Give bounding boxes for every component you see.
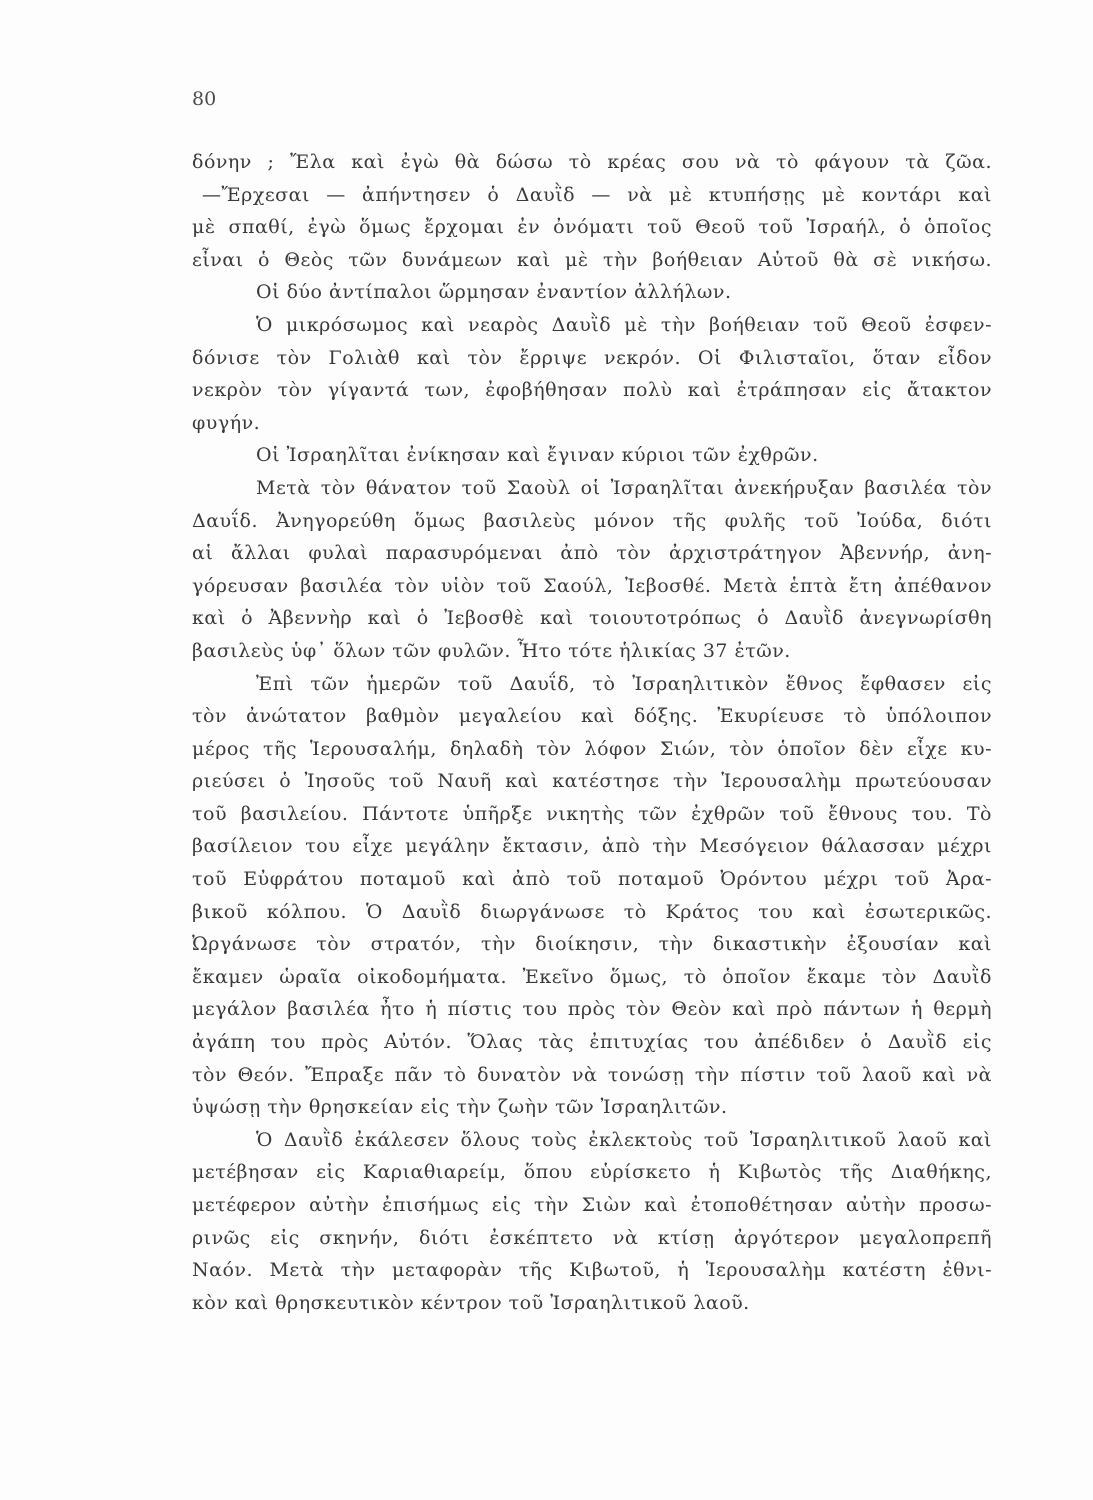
text-line: βασιλεὺς ὑφ᾽ ὅλων τῶν φυλῶν. Ἦτο τότε ἡλικίας 37 ἐτῶν. bbox=[192, 639, 791, 662]
text-line: μεγάλον βασιλέα ἦτο ἡ πίστις του πρὸς τὸν Θεὸν καὶ πρὸ πάντων ἡ θερμὴ bbox=[192, 998, 992, 1021]
body-text bbox=[192, 146, 992, 1319]
text-line: τοῦ βασιλείου. Πάντοτε ὑπῆρξε νικητὴς τῶν ἐχθρῶν τοῦ ἔθνους του. Τὸ bbox=[192, 802, 992, 825]
text-line: νεκρὸν τὸν γίγαντά των, ἐφοβήθησαν πολὺ καὶ ἐτράπησαν εἰς ἄτακτον bbox=[192, 379, 992, 402]
text-line: βασίλειον του εἶχε μεγάλην ἔκτασιν, ἀπὸ τὴν Μεσόγειον θάλασσαν μέχρι bbox=[192, 835, 992, 858]
text-line: μετέβησαν εἰς Καριαθιαρείμ, ὅπου εὑρίσκετο ἡ Κιβωτὸς τῆς Διαθήκης, bbox=[192, 1161, 992, 1184]
text-line: Οἱ δύο ἀντίπαλοι ὥρμησαν ἐναντίον ἀλλήλων. bbox=[256, 281, 732, 304]
text-line: —Ἔρχεσαι — ἀπήντησεν ὁ Δαυῒδ — νὰ μὲ κτυπήσῃς μὲ κοντάρι καὶ bbox=[202, 183, 992, 206]
text-line: Οἱ Ἰσραηλῖται ἐνίκησαν καὶ ἔγιναν κύριοι τῶν ἐχθρῶν. bbox=[256, 444, 819, 467]
text-line: ρινῶς εἰς σκηνήν, διότι ἐσκέπτετο νὰ κτίσῃ ἀργότερον μεγαλοπρεπῆ bbox=[192, 1226, 992, 1249]
text-line: φυγήν. bbox=[192, 411, 261, 434]
text-line: ἔκαμεν ὡραῖα οἰκοδομήματα. Ἐκεῖνο ὅμως, τὸ ὁποῖον ἔκαμε τὸν Δαυῒδ bbox=[192, 965, 992, 988]
text-line: βικοῦ κόλπου. Ὁ Δαυῒδ διωργάνωσε τὸ Κράτος του καὶ ἐσωτερικῶς. bbox=[192, 900, 992, 923]
text-line: δόνισε τὸν Γολιὰθ καὶ τὸν ἔρριψε νεκρόν. Οἱ Φιλισταῖοι, ὅταν εἶδον bbox=[192, 346, 992, 369]
text-line: τὸν ἀνώτατον βαθμὸν μεγαλείου καὶ δόξης. Ἐκυρίευσε τὸ ὑπόλοιπον bbox=[192, 705, 992, 728]
text-line: Δαυΐδ. Ἀνηγορεύθη ὅμως βασιλεὺς μόνον τῆς φυλῆς τοῦ Ἰούδα, διότι bbox=[192, 509, 992, 532]
text-line: Μετὰ τὸν θάνατον τοῦ Σαοὺλ οἱ Ἰσραηλῖται ἀνεκήρυξαν βασιλέα τὸν bbox=[256, 476, 992, 499]
text-line: Ἐπὶ τῶν ἡμερῶν τοῦ Δαυΐδ, τὸ Ἰσραηλιτικὸν ἔθνος ἔφθασεν εἰς bbox=[256, 672, 992, 695]
text-line: ὑψώσῃ τὴν θρησκείαν εἰς τὴν ζωὴν τῶν Ἰσραηλιτῶν. bbox=[192, 1096, 728, 1119]
text-line: κὸν καὶ θρησκευτικὸν κέντρον τοῦ Ἰσραηλιτικοῦ λαοῦ. bbox=[192, 1291, 750, 1314]
text-line: μὲ σπαθί, ἐγὼ ὅμως ἔρχομαι ἐν ὀνόματι τοῦ Θεοῦ τοῦ Ἰσραήλ, ὁ ὁποῖος bbox=[192, 216, 992, 239]
text-line: αἱ ἄλλαι φυλαὶ παρασυρόμεναι ἀπὸ τὸν ἀρχιστράτηγον Ἀβεννήρ, ἀνη- bbox=[192, 542, 992, 565]
text-line: Ὁ Δαυῒδ ἐκάλεσεν ὅλους τοὺς ἐκλεκτοὺς τοῦ Ἰσραηλιτικοῦ λαοῦ καὶ bbox=[256, 1128, 992, 1151]
text-line: Ναόν. Μετὰ τὴν μεταφορὰν τῆς Κιβωτοῦ, ἡ Ἱερουσαλὴμ κατέστη ἐθνι- bbox=[192, 1259, 992, 1282]
text-line: γόρευσαν βασιλέα τὸν υἱὸν τοῦ Σαούλ, Ἰεβοσθέ. Μετὰ ἑπτὰ ἔτη ἀπέθανον bbox=[192, 574, 992, 597]
text-line: μέρος τῆς Ἱερουσαλήμ, δηλαδὴ τὸν λόφον Σιών, τὸν ὁποῖον δὲν εἶχε κυ- bbox=[192, 737, 992, 760]
text-line: Ὠργάνωσε τὸν στρατόν, τὴν διοίκησιν, τὴν δικαστικὴν ἐξουσίαν καὶ bbox=[192, 933, 992, 956]
text-line: δόνην ; Ἔλα καὶ ἐγὼ θὰ δώσω τὸ κρέας σου νὰ τὸ φάγουν τὰ ζῶα. bbox=[192, 151, 992, 173]
text-line: ριεύσει ὁ Ἰησοῦς τοῦ Ναυῆ καὶ κατέστησε τὴν Ἱερουσαλὴμ πρωτεύουσαν bbox=[192, 770, 992, 793]
text-line: Ὁ μικρόσωμος καὶ νεαρὸς Δαυῒδ μὲ τὴν βοήθειαν τοῦ Θεοῦ ἐσφεν- bbox=[256, 313, 992, 336]
text-line: τὸν Θεόν. Ἔπραξε πᾶν τὸ δυνατὸν νὰ τονώσῃ τὴν πίστιν τοῦ λαοῦ καὶ νὰ bbox=[192, 1063, 992, 1086]
text-line: καὶ ὁ Ἀβεννὴρ καὶ ὁ Ἰεβοσθὲ καὶ τοιουτοτρόπως ὁ Δαυῒδ ἀνεγνωρίσθη bbox=[192, 607, 992, 630]
page-number: 80 bbox=[192, 88, 217, 110]
text-line: ἀγάπη του πρὸς Αὐτόν. Ὅλας τὰς ἐπιτυχίας του ἀπέδιδεν ὁ Δαυῒδ εἰς bbox=[192, 1031, 992, 1054]
text-line: τοῦ Εὐφράτου ποταμοῦ καὶ ἀπὸ τοῦ ποταμοῦ Ὀρόντου μέχρι τοῦ Ἀρα- bbox=[192, 868, 992, 891]
text-line: μετέφερον αὐτὴν ἐπισήμως εἰς τὴν Σιὼν καὶ ἐτοποθέτησαν αὐτὴν προσω- bbox=[192, 1194, 992, 1216]
text-line: εἶναι ὁ Θεὸς τῶν δυνάμεων καὶ μὲ τὴν βοήθειαν Αὐτοῦ θὰ σὲ νικήσω. bbox=[192, 248, 992, 271]
